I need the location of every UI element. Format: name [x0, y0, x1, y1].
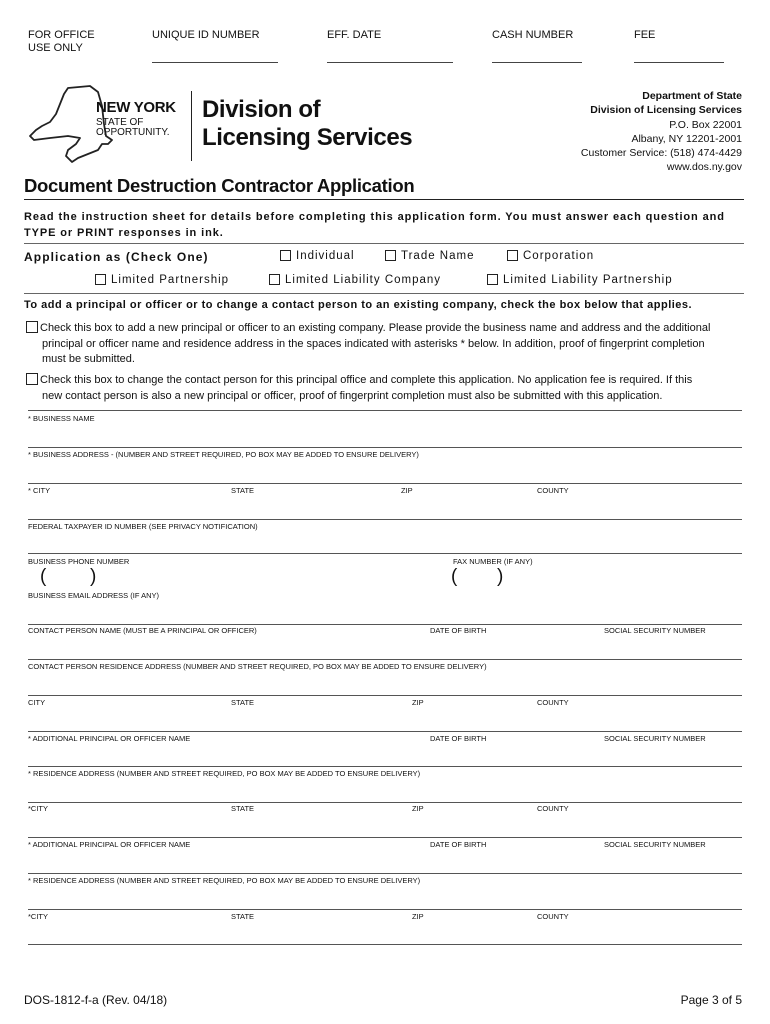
change-contact-text-2: new contact person is also a new principal or officer, proof of fingerprint completion must also be submitted with this application.	[42, 389, 663, 402]
principal-1-zip-label: ZIP	[412, 804, 424, 813]
fee-label: FEE	[634, 29, 656, 41]
division-name: Division of Licensing Services	[590, 104, 742, 117]
option-individual[interactable]: Individual	[280, 250, 355, 262]
phone-paren-open: (	[40, 566, 47, 587]
contact-city-field[interactable]	[28, 731, 742, 732]
logo-divider	[191, 91, 192, 161]
add-principal-text-1: Check this box to add a new principal or officer to an existing company. Please provide the business name and address and the additional	[40, 322, 711, 334]
agency-address-block	[581, 89, 742, 175]
principal-1-name-label: * ADDITIONAL PRINCIPAL OR OFFICER NAME	[28, 734, 191, 743]
change-contact-checkbox[interactable]	[26, 373, 38, 385]
business-address-field[interactable]	[28, 483, 742, 484]
add-principal-text-2: principal or officer name and residence address in the spaces indicated with asterisks * below. In addition, proof of fingerprint completion	[42, 337, 705, 350]
checkbox[interactable]	[507, 250, 518, 261]
options-rule	[24, 293, 744, 294]
business-city-field[interactable]	[28, 519, 742, 520]
division-title-2: Licensing Services	[202, 124, 413, 151]
cash-number-label: CASH NUMBER	[492, 29, 574, 41]
add-principal-checkbox[interactable]	[26, 321, 38, 333]
for-office-use-only: FOR OFFICE USE ONLY	[28, 29, 95, 54]
add-principal-text-3: must be submitted.	[42, 353, 135, 365]
instructions-line-2: TYPE or PRINT responses in ink.	[24, 227, 224, 239]
fee-field[interactable]	[634, 62, 724, 63]
eff-date-label: EFF. DATE	[327, 29, 382, 41]
principal-2-city-label: *CITY	[28, 912, 49, 921]
add-principal-block	[26, 321, 751, 368]
checkbox[interactable]	[269, 274, 280, 285]
principal-note: To add a principal or officer or to change a contact person to an existing company, check the box below that applies.	[24, 299, 693, 311]
city-label: * CITY	[28, 486, 51, 495]
unique-id-label: UNIQUE ID NUMBER	[152, 29, 260, 41]
principal-1-address-label: * RESIDENCE ADDRESS (NUMBER AND STREET REQUIRED, PO BOX MAY BE ADDED TO ENSURE DELIVERY)	[28, 769, 421, 778]
contact-county-label: COUNTY	[537, 698, 569, 707]
logo-tagline-2: OPPORTUNITY.	[96, 127, 170, 138]
principal-1-ssn-label: SOCIAL SECURITY NUMBER	[604, 734, 706, 743]
phone-paren-close: )	[90, 566, 97, 587]
email-label: BUSINESS EMAIL ADDRESS (IF ANY)	[28, 591, 160, 600]
logo-new-york: NEW YORK	[96, 99, 176, 116]
principal-1-dob-label: DATE OF BIRTH	[430, 734, 487, 743]
business-name-field[interactable]	[28, 447, 742, 448]
option-trade-name[interactable]: Trade Name	[385, 250, 475, 262]
fax-paren-open: (	[451, 566, 458, 587]
fax-paren-close: )	[497, 566, 504, 587]
checkbox[interactable]	[385, 250, 396, 261]
contact-ssn-label: SOCIAL SECURITY NUMBER	[604, 626, 706, 635]
checkbox[interactable]	[280, 250, 291, 261]
principal-2-state-label: STATE	[231, 912, 255, 921]
customer-service-phone: Customer Service: (518) 474-4429	[580, 147, 742, 160]
page-number: Page 3 of 5	[680, 993, 742, 1007]
phone-label: BUSINESS PHONE NUMBER	[28, 557, 130, 566]
principal-1-county-label: COUNTY	[537, 804, 569, 813]
page-title: Document Destruction Contractor Application	[24, 175, 415, 196]
checkbox[interactable]	[95, 274, 106, 285]
application-as-label: Application as (Check One)	[24, 250, 209, 264]
division-title-1: Division of	[202, 96, 321, 123]
unique-id-field[interactable]	[152, 62, 278, 63]
contact-city-label: CITY	[28, 698, 46, 707]
principal-2-zip-label: ZIP	[412, 912, 424, 921]
state-label: STATE	[231, 486, 255, 495]
option-limited-partnership[interactable]: Limited Partnership	[95, 274, 229, 286]
fein-label: FEDERAL TAXPAYER ID NUMBER (SEE PRIVACY NOTIFICATION)	[28, 522, 258, 531]
business-name-label: * BUSINESS NAME	[28, 414, 95, 423]
change-contact-block	[26, 373, 751, 404]
principal-2-name-label: * ADDITIONAL PRINCIPAL OR OFFICER NAME	[28, 840, 191, 849]
business-address-label: * BUSINESS ADDRESS - (NUMBER AND STREET REQUIRED, PO BOX MAY BE ADDED TO ENSURE DELIVERY)	[28, 450, 419, 459]
principal-2-ssn-label: SOCIAL SECURITY NUMBER	[604, 840, 706, 849]
contact-name-field[interactable]	[28, 659, 742, 660]
principal-2-address-field[interactable]	[28, 909, 742, 910]
po-box: P.O. Box 22001	[669, 118, 742, 131]
principal-2-county-label: COUNTY	[537, 912, 569, 921]
logo-tagline-1: STATE OF	[96, 117, 144, 128]
principal-1-name-field[interactable]	[28, 766, 742, 767]
row-rule	[28, 410, 742, 411]
city-zip: Albany, NY 12201-2001	[631, 132, 742, 145]
contact-state-label: STATE	[231, 698, 255, 707]
website: www.dos.ny.gov	[666, 161, 742, 174]
zip-label: ZIP	[401, 486, 413, 495]
contact-address-field[interactable]	[28, 695, 742, 696]
principal-1-city-field[interactable]	[28, 837, 742, 838]
contact-zip-label: ZIP	[412, 698, 424, 707]
instructions-line-1: Read the instruction sheet for details before completing this application form. You must answer each question and	[24, 211, 725, 223]
instructions-rule	[24, 243, 744, 244]
contact-address-label: CONTACT PERSON RESIDENCE ADDRESS (NUMBER AND STREET REQUIRED, PO BOX MAY BE ADDED TO ENSURE DELIVERY)	[28, 662, 487, 671]
contact-name-label: CONTACT PERSON NAME (MUST BE A PRINCIPAL OR OFFICER)	[28, 626, 257, 635]
principal-1-state-label: STATE	[231, 804, 255, 813]
option-llp[interactable]: Limited Liability Partnership	[487, 274, 673, 286]
cash-number-field[interactable]	[492, 62, 582, 63]
contact-dob-label: DATE OF BIRTH	[430, 626, 487, 635]
eff-date-field[interactable]	[327, 62, 453, 63]
county-label: COUNTY	[537, 486, 569, 495]
principal-2-dob-label: DATE OF BIRTH	[430, 840, 487, 849]
principal-2-city-field[interactable]	[28, 944, 742, 945]
principal-1-city-label: *CITY	[28, 804, 49, 813]
title-rule	[24, 199, 744, 200]
option-corporation[interactable]: Corporation	[507, 250, 594, 262]
email-field[interactable]	[28, 624, 742, 625]
form-number: DOS-1812-f-a (Rev. 04/18)	[24, 993, 168, 1007]
principal-2-address-label: * RESIDENCE ADDRESS (NUMBER AND STREET REQUIRED, PO BOX MAY BE ADDED TO ENSURE DELIVERY)	[28, 876, 421, 885]
dept-name: Department of State	[642, 90, 742, 102]
fax-label: FAX NUMBER (IF ANY)	[453, 557, 533, 566]
principal-1-address-field[interactable]	[28, 802, 742, 803]
checkbox[interactable]	[487, 274, 498, 285]
principal-2-name-field[interactable]	[28, 873, 742, 874]
option-llc[interactable]: Limited Liability Company	[269, 274, 441, 286]
change-contact-text-1: Check this box to change the contact person for this principal office and complete this application. No application fee is required. If this	[40, 374, 693, 386]
fein-field[interactable]	[28, 553, 742, 554]
